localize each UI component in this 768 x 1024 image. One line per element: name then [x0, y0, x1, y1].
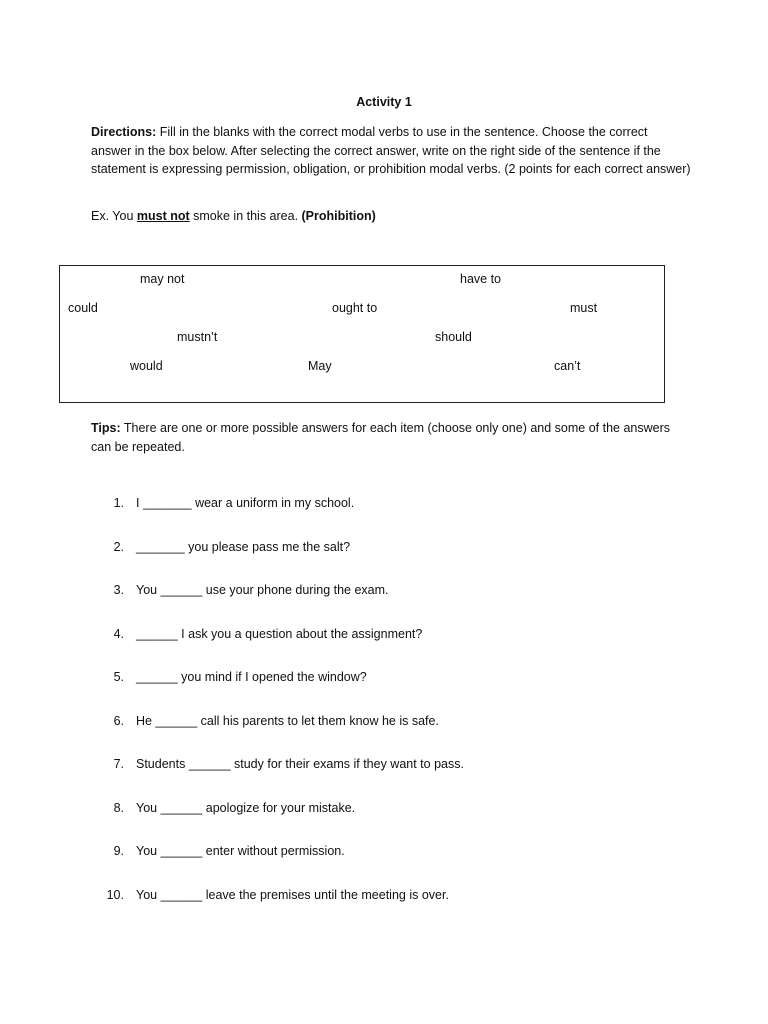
tips-text: There are one or more possible answers for each item (choose only one) and some of the answers can be repeated.: [91, 421, 670, 454]
word-ought-to: ought to: [332, 301, 378, 315]
tips-label: Tips:: [91, 421, 121, 435]
example-modal: must not: [136, 209, 190, 223]
word-would: would: [130, 359, 163, 373]
item-number: 1.: [113, 496, 124, 510]
item-number: 6.: [113, 713, 124, 728]
word-mustnt: mustn’t: [177, 330, 218, 344]
item-sentence: ______ you mind if I opened the window?: [136, 670, 367, 684]
example-middle: smoke in this area.: [189, 209, 302, 223]
word-should: should: [435, 330, 472, 344]
item-number: 7.: [113, 757, 124, 771]
list-item: [0, 757, 700, 775]
item-number: 5.: [113, 670, 124, 684]
item-sentence: He ______ call his parents to let them know he is safe.: [136, 713, 439, 728]
item-sentence: You ______ apologize for your mistake.: [136, 800, 356, 815]
list-item: [0, 844, 700, 862]
item-number: 2.: [113, 539, 124, 554]
word-box: [59, 265, 665, 403]
item-sentence: I _______ wear a uniform in my school.: [136, 496, 355, 510]
word-may: May: [308, 359, 332, 373]
word-cant: can’t: [554, 359, 581, 373]
item-sentence: You ______ leave the premises until the meeting is over.: [136, 887, 449, 902]
item-sentence: You ______ enter without permission.: [136, 844, 345, 858]
list-item: [0, 888, 700, 906]
item-sentence: You ______ use your phone during the exam.: [136, 583, 389, 597]
item-sentence: ______ I ask you a question about the assignment?: [136, 626, 423, 641]
list-item: [0, 583, 700, 601]
item-sentence: Students ______ study for their exams if they want to pass.: [136, 757, 464, 771]
list-item: [0, 670, 700, 688]
word-have-to: have to: [460, 272, 502, 286]
word-could: could: [68, 301, 98, 315]
list-item: [0, 496, 700, 514]
item-number: 10.: [106, 887, 124, 902]
directions-paragraph: [91, 123, 691, 179]
directions-text: Fill in the blanks with the correct modal verbs to use in the sentence. Choose the correct answer in the box below. After selecting the correct answer, write on the right side of the sentence if the statement is expressing permission, obligation, or prohibition modal verbs. (2 points for each correct answer): [91, 125, 691, 176]
list-item: [0, 627, 700, 645]
item-number: 4.: [113, 626, 124, 641]
activity-title: Activity 1: [356, 95, 412, 109]
list-item: [0, 714, 700, 732]
list-item: [0, 540, 700, 558]
example-sentence: [91, 209, 376, 223]
list-item: [0, 801, 700, 819]
directions-label: Directions:: [91, 125, 157, 139]
word-must: must: [570, 301, 598, 315]
tips-paragraph: [91, 419, 691, 456]
example-answer: (Prohibition): [301, 209, 376, 223]
item-sentence: _______ you please pass me the salt?: [136, 539, 351, 554]
word-may-not: may not: [140, 272, 185, 286]
item-number: 8.: [113, 800, 124, 815]
example-prefix: Ex. You: [91, 209, 137, 223]
item-number: 9.: [113, 844, 124, 858]
item-number: 3.: [113, 583, 124, 597]
